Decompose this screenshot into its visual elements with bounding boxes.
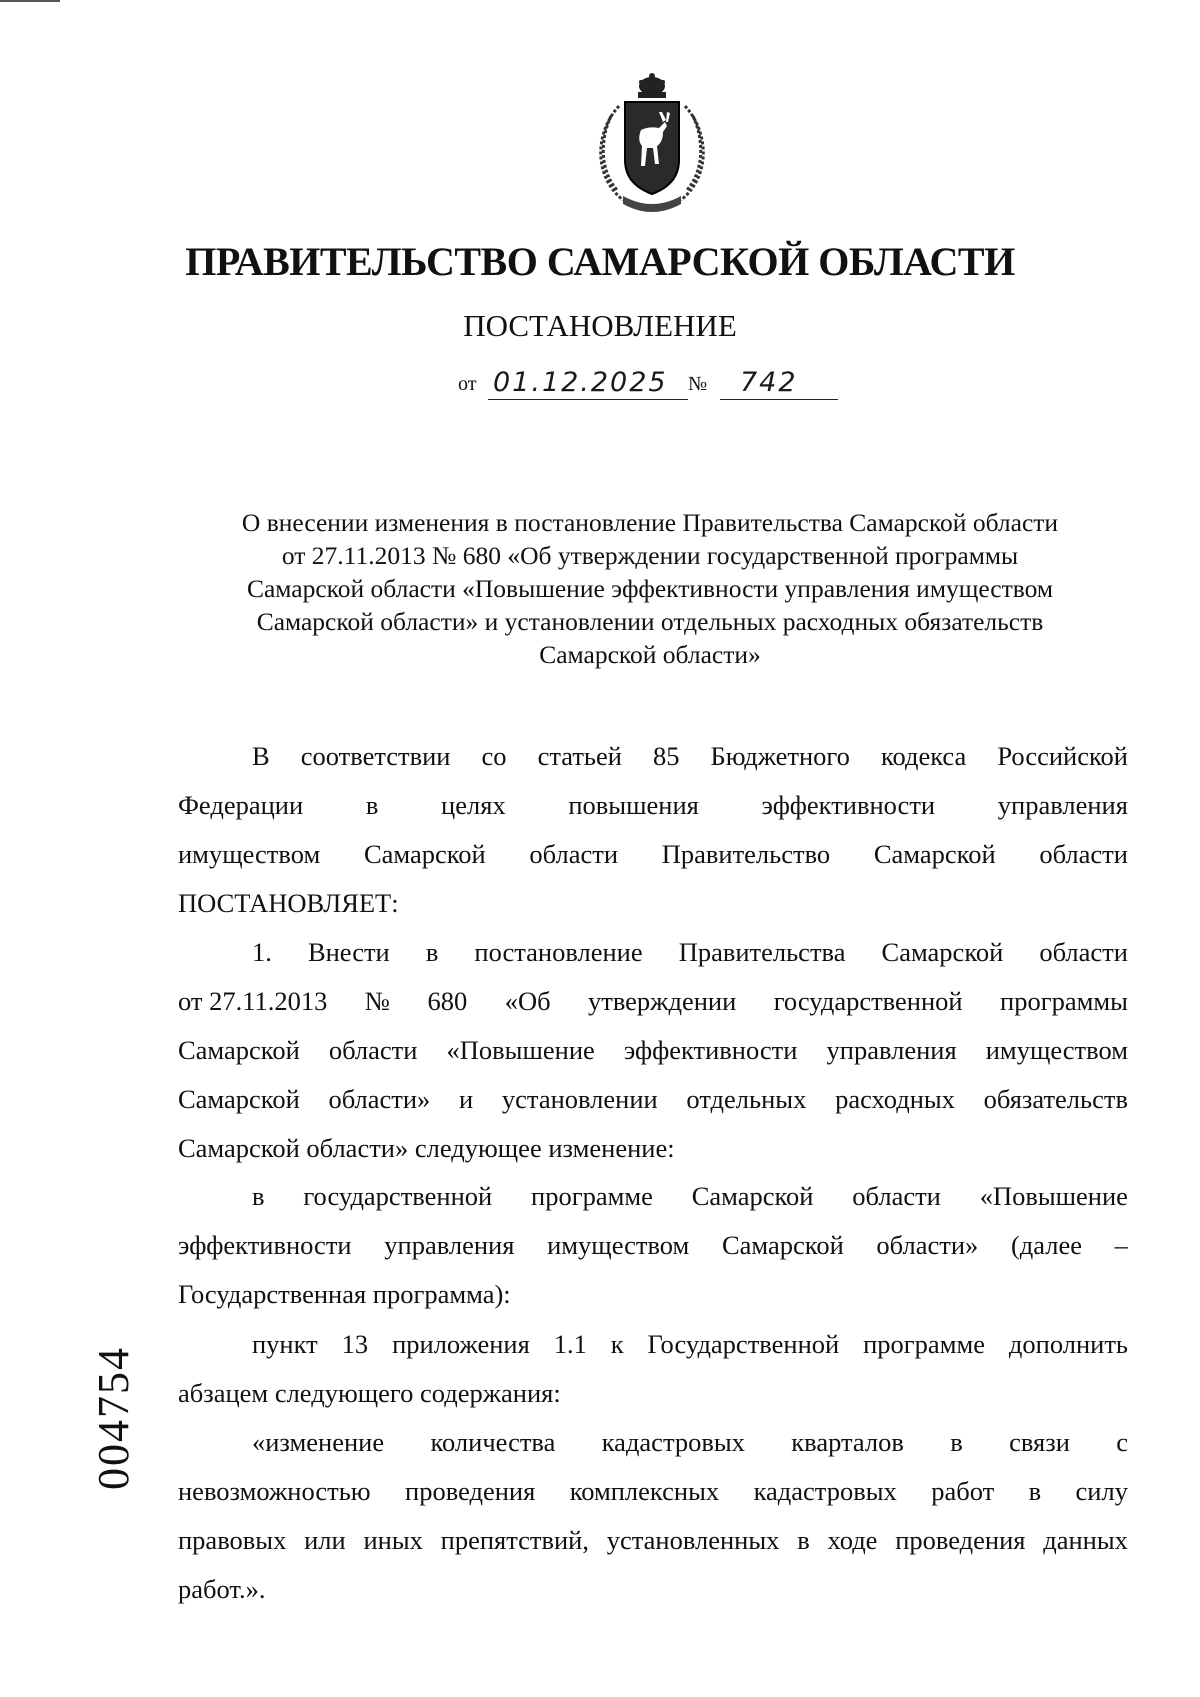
word: силу	[1075, 1476, 1128, 1506]
word: «Повышение	[979, 1181, 1128, 1211]
word: государственной	[773, 986, 963, 1016]
word: пункт	[252, 1329, 318, 1359]
word: управления	[384, 1230, 515, 1260]
word: невозможностью	[178, 1476, 371, 1506]
word: 1.	[252, 937, 272, 967]
subject-line: Самарской области «Повышение эффективности управления имуществом	[246, 574, 1054, 603]
word: расходных	[835, 1084, 955, 1114]
word: имуществом	[178, 839, 321, 869]
word: проведения	[405, 1476, 536, 1506]
word: имуществом	[985, 1035, 1128, 1065]
side-registration-code: 004754	[89, 1346, 138, 1490]
word: эффективности	[623, 1035, 798, 1065]
word: кодекса	[880, 741, 967, 771]
number-prefix: №	[688, 373, 708, 395]
word: статьей	[537, 741, 622, 771]
word: кадастровых	[753, 1476, 897, 1506]
word: Российской	[997, 741, 1128, 771]
word: повышения	[568, 790, 699, 820]
text-line: Самарской области» следующее изменение:	[178, 1133, 675, 1163]
text-line	[178, 1026, 1128, 1075]
word: Бюджетного	[710, 741, 850, 771]
word: 85	[653, 741, 680, 771]
word: проведения	[895, 1525, 1026, 1555]
text-line: ПОСТАНОВЛЯЕТ:	[178, 888, 399, 918]
word: области	[1039, 839, 1128, 869]
date-number-line	[458, 368, 848, 404]
word: утверждении	[587, 986, 737, 1016]
word: Самарской	[721, 1230, 844, 1260]
word: Правительство	[661, 839, 831, 869]
word: управления	[997, 790, 1128, 820]
word: в	[950, 1427, 963, 1457]
text-line	[178, 830, 1128, 879]
text-line	[178, 781, 1128, 830]
subject-line: Самарской области»	[539, 640, 761, 669]
word: эффективности	[761, 790, 936, 820]
word: в	[1028, 1476, 1042, 1506]
word: Федерации	[178, 790, 304, 820]
word: имуществом	[547, 1230, 690, 1260]
word: Самарской	[873, 839, 996, 869]
word: дополнить	[1008, 1329, 1128, 1359]
word: в	[425, 937, 439, 967]
word: эффективности	[178, 1230, 352, 1260]
text-line	[178, 1418, 1128, 1467]
text-line	[178, 977, 1128, 1026]
organization-title: ПРАВИТЕЛЬСТВО САМАРСКОЙ ОБЛАСТИ	[185, 239, 1015, 284]
word: постановление	[474, 937, 643, 967]
text-line: Государственная программа):	[178, 1279, 511, 1309]
word: со	[481, 741, 507, 771]
text-line	[178, 1320, 1128, 1369]
word: с	[1116, 1427, 1128, 1457]
word: программе	[863, 1329, 985, 1359]
word: области»	[328, 1084, 431, 1114]
word: (далее	[1010, 1230, 1082, 1260]
word: «Об	[504, 986, 551, 1016]
word: установлении	[501, 1084, 658, 1114]
paragraph-preamble	[178, 732, 1128, 928]
text-line	[178, 1075, 1128, 1124]
word: Самарской	[363, 839, 486, 869]
word: в	[252, 1181, 265, 1211]
paragraph-item-1	[178, 928, 1128, 1173]
word: области	[852, 1181, 941, 1211]
word: программы	[1000, 986, 1128, 1016]
handwritten-number: 742	[740, 367, 798, 398]
word: Самарской	[178, 1084, 300, 1114]
paragraph-program	[178, 1172, 1128, 1319]
word: иных	[363, 1525, 423, 1555]
text-line: работ.».	[178, 1574, 266, 1604]
word: от 27.11.2013	[178, 986, 328, 1016]
word: приложения	[392, 1329, 530, 1359]
word: 680	[427, 986, 468, 1016]
word: №	[364, 986, 391, 1016]
word: области	[328, 1035, 418, 1065]
word: соответствии	[300, 741, 451, 771]
word: работ	[931, 1476, 995, 1506]
handwritten-date: 01.12.2025	[493, 367, 668, 398]
paragraph-point-13	[178, 1320, 1128, 1418]
word: программе	[531, 1181, 653, 1211]
word: области»	[876, 1230, 979, 1260]
word: Самарской	[178, 1035, 300, 1065]
word: В	[252, 741, 270, 771]
subject-line: О внесении изменения в постановление Правительства Самарской области	[241, 508, 1059, 537]
word: количества	[430, 1427, 556, 1457]
word: препятствий,	[440, 1525, 589, 1555]
subject-line: от 27.11.2013 № 680 «Об утверждении государственной программы	[281, 541, 1019, 570]
text-line	[178, 1467, 1128, 1516]
word: Государственной	[647, 1329, 840, 1359]
word: 13	[341, 1329, 369, 1359]
number-underline	[720, 399, 838, 401]
word: государственной	[303, 1181, 493, 1211]
word: или	[304, 1525, 346, 1555]
document-subject	[180, 506, 1120, 671]
date-underline	[488, 399, 688, 401]
word: области	[1039, 937, 1128, 967]
word: правовых	[178, 1525, 287, 1555]
word: Самарской	[691, 1181, 814, 1211]
text-line	[178, 1516, 1128, 1565]
coat-of-arms-icon	[589, 72, 715, 212]
text-line	[178, 1221, 1128, 1270]
text-line	[178, 732, 1128, 781]
word: области	[529, 839, 619, 869]
word: установленных	[606, 1525, 780, 1555]
text-line	[178, 1172, 1128, 1221]
word: к	[610, 1329, 624, 1359]
word: связи	[1009, 1427, 1070, 1457]
word: ходе	[827, 1525, 878, 1555]
date-prefix: от	[458, 373, 477, 395]
text-line: абзацем следующего содержания:	[178, 1378, 561, 1408]
word: «изменение	[252, 1427, 385, 1457]
document-type: ПОСТАНОВЛЕНИЕ	[463, 308, 737, 343]
word: –	[1114, 1230, 1128, 1260]
word: управления	[826, 1035, 957, 1065]
word: в	[365, 790, 379, 820]
word: отдельных	[686, 1084, 807, 1114]
scan-corner-mark	[0, 0, 60, 2]
word: целях	[441, 790, 506, 820]
word: Самарской	[881, 937, 1004, 967]
word: данных	[1043, 1525, 1128, 1555]
word: Правительства	[678, 937, 846, 967]
word: «Повышение	[446, 1035, 595, 1065]
word: кадастровых	[601, 1427, 745, 1457]
word: кварталов	[791, 1427, 904, 1457]
word: обязательств	[983, 1084, 1128, 1114]
word: комплексных	[569, 1476, 720, 1506]
word: 1.1	[553, 1329, 587, 1359]
paragraph-quoted-addition	[178, 1418, 1128, 1614]
subject-line: Самарской области» и установлении отдельных расходных обязательств	[256, 607, 1044, 636]
word: Внести	[307, 937, 390, 967]
word: в	[797, 1525, 810, 1555]
word: и	[459, 1084, 474, 1114]
text-line	[178, 928, 1128, 977]
